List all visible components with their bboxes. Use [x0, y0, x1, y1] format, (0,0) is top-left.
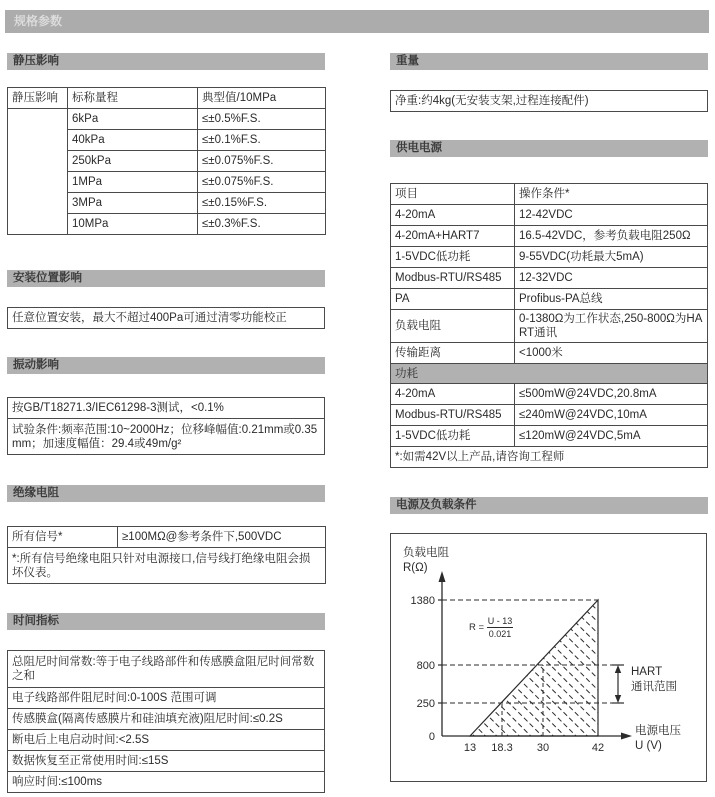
cell: 按GB/T18271.3/IEC61298-3测试，<0.1%: [8, 398, 325, 419]
cell: 试验条件:频率范围:10~2000Hz；位移峰幅值:0.21mm或0.35mm；加速度幅值：29.4或49m/g²: [8, 419, 325, 455]
cell: 40kPa: [68, 130, 198, 151]
y-tick-label-250: 250: [416, 698, 435, 710]
merged-empty-cell: [8, 109, 68, 235]
table-row: [8, 419, 325, 455]
table-row: [8, 527, 326, 548]
x-axis-arrow: [621, 733, 632, 740]
x-tick-label-13: 13: [463, 742, 477, 754]
cell: Profibus-PA总线: [515, 289, 708, 310]
table-row: [391, 384, 708, 405]
table-row: [391, 226, 708, 247]
section-title: 时间指标: [13, 615, 59, 627]
hart-label-line1: HART: [631, 666, 663, 678]
cell: ≤120mW@24VDC,5mA: [515, 426, 708, 447]
y-tick-label-800: 800: [416, 660, 435, 672]
formula-denominator: 0.021: [488, 629, 512, 639]
cell: <1000米: [515, 343, 708, 364]
section-title: 绝缘电阻: [13, 487, 59, 499]
header-cell: 项目: [391, 184, 515, 205]
cell: 0-1380Ω为工作状态,250-800Ω为HART通讯: [515, 310, 708, 343]
cell: ≤240mW@24VDC,10mA: [515, 405, 708, 426]
section-title: 电源及负载条件: [396, 499, 477, 511]
cell: ≤±0.075%F.S.: [198, 151, 326, 172]
section-insulation-resistance: [7, 485, 325, 502]
weight-table: [390, 90, 708, 112]
cell: 传感膜盒(隔离传感膜片和硅油填充液)阻尼时间:≤0.2S: [8, 709, 325, 730]
power-supply-table: [390, 183, 708, 468]
table-header-row: [8, 88, 326, 109]
subheader-cell: 功耗: [391, 364, 708, 384]
cell: 所有信号*: [8, 527, 118, 548]
time-index-table: [7, 650, 325, 793]
cell: ≤±0.1%F.S.: [198, 130, 326, 151]
vibration-table: [7, 397, 325, 455]
cell: 总阻尼时间常数:等于电子线路部件和传感膜盒阻尼时间常数之和: [8, 651, 325, 688]
table-row: [8, 109, 326, 130]
cell: 12-32VDC: [515, 268, 708, 289]
table-row: [391, 205, 708, 226]
table-row: [8, 308, 325, 329]
table-row: [391, 268, 708, 289]
cell: 4-20mA: [391, 205, 515, 226]
cell: 传输距离: [391, 343, 515, 364]
cell: Modbus-RTU/RS485: [391, 268, 515, 289]
header-cell: 标称量程: [68, 88, 198, 109]
load-chart-svg: [391, 534, 706, 781]
table-row: [8, 709, 325, 730]
table-row: [391, 91, 708, 112]
cell: ≤±0.3%F.S.: [198, 214, 326, 235]
cell: 250kPa: [68, 151, 198, 172]
cell: 3MPa: [68, 193, 198, 214]
table-row: [391, 426, 708, 447]
table-header-row: [391, 184, 708, 205]
section-weight: [390, 53, 708, 70]
cell: 16.5-42VDC，参考负载电阻250Ω: [515, 226, 708, 247]
table-row: [8, 751, 325, 772]
table-row: [391, 343, 708, 364]
static-pressure-table: [7, 87, 326, 235]
section-power-supply: [390, 140, 708, 157]
insulation-resistance-table: [7, 526, 326, 584]
cell: 1MPa: [68, 172, 198, 193]
table-row: [8, 651, 325, 688]
table-row: [391, 289, 708, 310]
cell: 净重:约4kg(无安装支架,过程连接配件): [391, 91, 708, 112]
x-tick-label-30: 30: [536, 742, 550, 754]
table-row: [391, 447, 708, 468]
x-axis-title-line1: 电源电压: [635, 725, 681, 737]
cell: 负载电阻: [391, 310, 515, 343]
table-row: [391, 310, 708, 343]
section-title: 静压影响: [13, 55, 59, 67]
y-axis-title-line1: 负载电阻: [403, 547, 449, 559]
cell: 数据恢复至正常使用时间:≤15S: [8, 751, 325, 772]
table-row: [8, 772, 325, 793]
table-subheader-row: [391, 364, 708, 384]
cell: 断电后上电启动时间:<2.5S: [8, 730, 325, 751]
cell: 电子线路部件阻尼时间:0-100S 范围可调: [8, 688, 325, 709]
mounting-position-table: [7, 307, 325, 329]
cell: Modbus-RTU/RS485: [391, 405, 515, 426]
load-chart: [390, 533, 707, 782]
y-axis-title-line2: R(Ω): [403, 562, 428, 574]
x-tick-label-42: 42: [591, 742, 605, 754]
formula-prefix: R =: [469, 622, 485, 633]
y-tick-label-1380: 1380: [410, 595, 435, 607]
cell: ≤500mW@24VDC,20.8mA: [515, 384, 708, 405]
section-title: 供电电源: [396, 142, 442, 154]
footnote-cell: *:所有信号绝缘电阻只针对电源接口,信号线打绝缘电阻会损坏仪表。: [8, 548, 326, 584]
table-row: [8, 548, 326, 584]
cell: 任意位置安装，最大不超过400Pa可通过清零功能校正: [8, 308, 325, 329]
cell: 4-20mA: [391, 384, 515, 405]
cell: ≤±0.15%F.S.: [198, 193, 326, 214]
x-axis-title-line2: U (V): [635, 740, 662, 752]
cell: 1-5VDC低功耗: [391, 247, 515, 268]
hart-label-line2: 通讯范围: [631, 681, 677, 693]
y-tick-label-0: 0: [428, 731, 435, 743]
section-title: 振动影响: [13, 359, 59, 371]
cell: 6kPa: [68, 109, 198, 130]
cell: 4-20mA+HART7: [391, 226, 515, 247]
hart-bracket-arrow-down: [615, 695, 621, 703]
table-row: [391, 247, 708, 268]
cell: ≤±0.075%F.S.: [198, 172, 326, 193]
cell: 12-42VDC: [515, 205, 708, 226]
cell: ≥100MΩ@参考条件下,500VDC: [118, 527, 326, 548]
cell: 10MPa: [68, 214, 198, 235]
section-title: 安装位置影响: [13, 272, 82, 284]
x-tick-label-18v3: 18.3: [491, 742, 513, 754]
section-mounting-position: [7, 270, 325, 287]
cell: 9-55VDC(功耗最大5mA): [515, 247, 708, 268]
section-title: 重量: [396, 55, 419, 67]
table-row: [8, 688, 325, 709]
y-axis-arrow: [439, 571, 446, 582]
hart-bracket-arrow-up: [615, 665, 621, 673]
cell: 响应时间:≤100ms: [8, 772, 325, 793]
cell: PA: [391, 289, 515, 310]
page-title: 规格参数: [14, 14, 63, 28]
header-cell: 典型值/10MPa: [198, 88, 326, 109]
formula-numerator: U - 13: [487, 616, 513, 626]
footnote-cell: *:如需42V以上产品,请咨询工程师: [391, 447, 708, 468]
section-static-pressure: [7, 53, 325, 70]
table-row: [8, 730, 325, 751]
page-title-bar: [5, 10, 709, 33]
section-power-load-conditions: [390, 497, 708, 514]
header-cell: 操作条件*: [515, 184, 708, 205]
section-time-index: [7, 613, 325, 630]
table-row: [8, 398, 325, 419]
header-cell: 静压影响: [8, 88, 68, 109]
section-vibration: [7, 357, 325, 374]
cell: 1-5VDC低功耗: [391, 426, 515, 447]
table-row: [391, 405, 708, 426]
cell: ≤±0.5%F.S.: [198, 109, 326, 130]
